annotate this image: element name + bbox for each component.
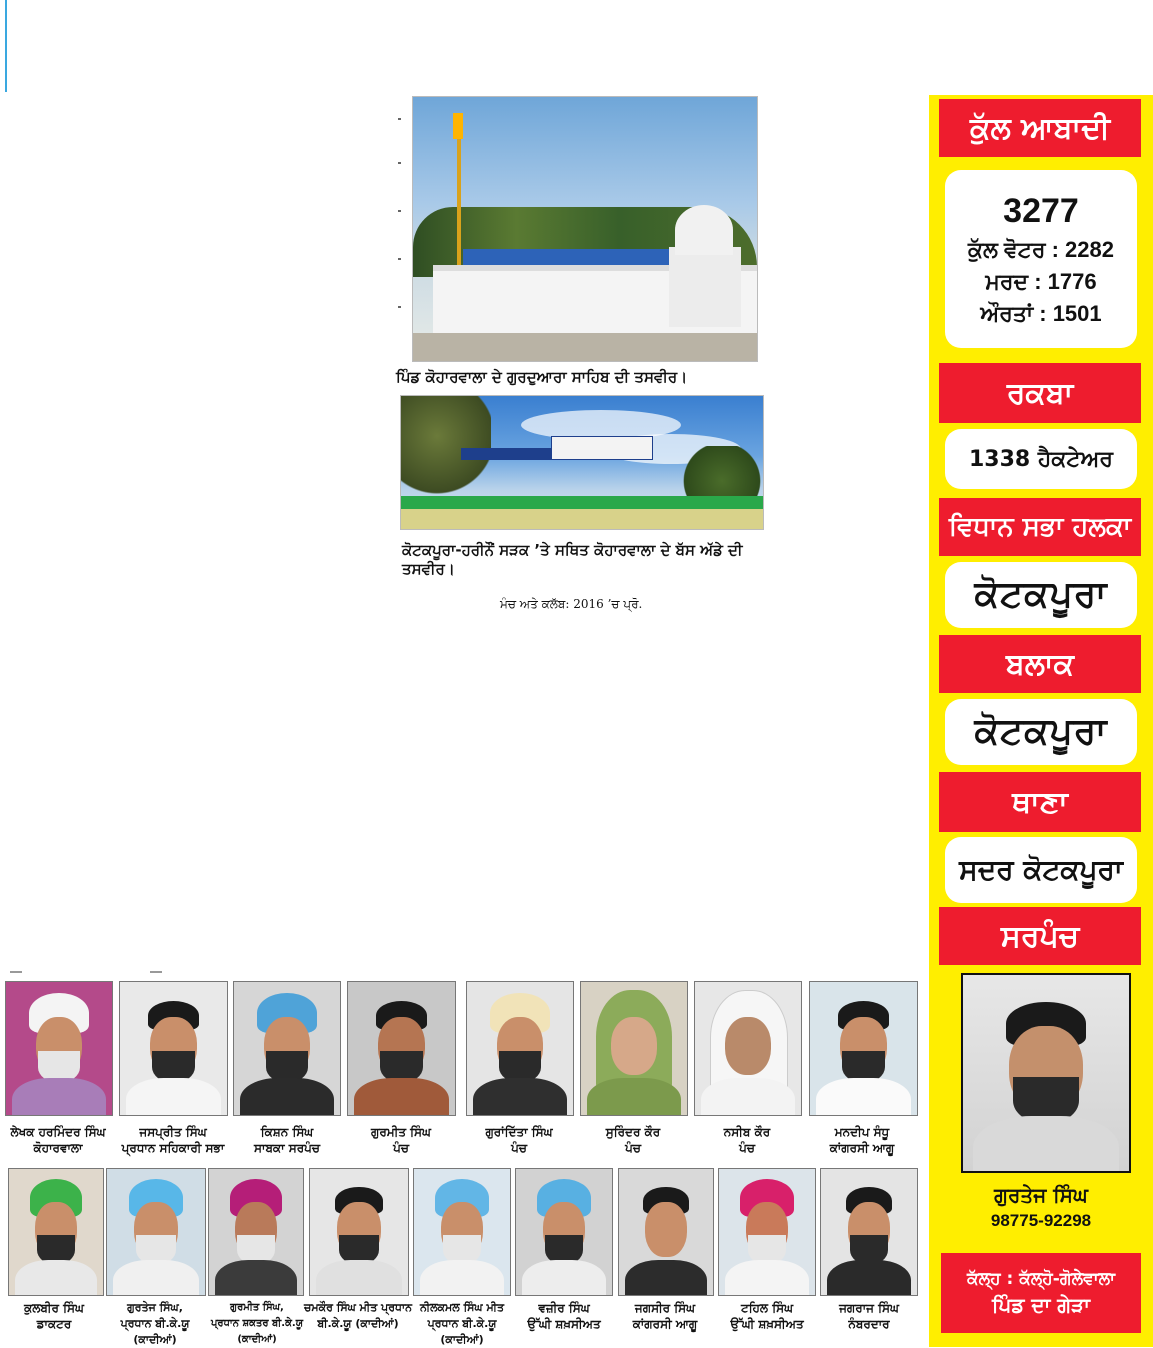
margin-mark bbox=[10, 971, 22, 973]
person-role: ਕਾਂਗਰਸੀ ਆਗੂ bbox=[632, 1317, 698, 1331]
constituency-value: ਕੋਟਕਪੂਰਾ bbox=[974, 574, 1108, 615]
margin-tick bbox=[398, 306, 401, 308]
person-role: ਡਾਕਟਰ bbox=[36, 1317, 72, 1331]
person-role: ਕਾਂਗਰਸੀ ਆਗੂ bbox=[829, 1141, 895, 1155]
series-title: ਪਿੰਡ ਦਾ ਗੇੜਾ bbox=[992, 1293, 1090, 1317]
person-caption bbox=[304, 1300, 412, 1332]
next-village-box bbox=[941, 1253, 1141, 1333]
men-count: ਮਰਦ : 1776 bbox=[985, 268, 1097, 294]
person-caption bbox=[228, 1124, 346, 1156]
person-name: ਗੁਰਮੀਤ ਸਿੰਘ, bbox=[230, 1302, 284, 1313]
article-fragment-text: ਮੰਚ ਅਤੇ ਕਲੱਬ: 2016 ’ਚ ਪ੍ਰੋ. bbox=[500, 597, 643, 611]
person-caption bbox=[112, 1124, 234, 1156]
margin-tick bbox=[398, 162, 401, 164]
person-name: ਕਿਸ਼ਨ ਸਿੰਘ bbox=[260, 1125, 314, 1139]
person-caption bbox=[512, 1300, 616, 1332]
constituency-box bbox=[945, 562, 1137, 628]
portrait-photo bbox=[809, 981, 918, 1116]
person-name: ਗੁਰਾਂਦਿੱਤਾ ਸਿੰਘ bbox=[485, 1125, 553, 1139]
area-heading: ਰਕਬਾ bbox=[939, 363, 1141, 423]
sarpanch-photo bbox=[961, 973, 1131, 1173]
person-caption bbox=[802, 1124, 922, 1156]
person-name: ਜਗਸੀਰ ਸਿੰਘ bbox=[634, 1301, 696, 1315]
person-name: ਜਗਰਾਜ ਸਿੰਘ bbox=[839, 1301, 899, 1315]
portrait-photo bbox=[5, 981, 113, 1116]
person-role: ਪ੍ਰਧਾਨ ਸਹਿਕਾਰੀ ਸਭਾ bbox=[121, 1141, 225, 1155]
person-caption bbox=[816, 1300, 922, 1332]
block-box bbox=[945, 699, 1137, 765]
person-role: ਬੀ.ਕੇ.ਯੂ (ਕਾਦੀਆਂ) bbox=[317, 1317, 399, 1330]
person-name: ਲੇਖਕ ਹਰਮਿੰਦਰ ਸਿੰਘ bbox=[10, 1125, 106, 1139]
person-caption bbox=[100, 1300, 210, 1348]
population-value: 3277 bbox=[1003, 191, 1079, 230]
person-name: ਟਹਿਲ ਸਿੰਘ bbox=[741, 1301, 793, 1315]
person-caption bbox=[612, 1300, 718, 1332]
police-value: ਸਦਰ ਕੋਟਕਪੂਰਾ bbox=[959, 853, 1123, 886]
portrait-photo bbox=[820, 1168, 918, 1296]
person-role: ਸਾਬਕਾ ਸਰਪੰਚ bbox=[254, 1141, 320, 1155]
person-name: ਗੁਰਤੇਜ ਸਿੰਘ, bbox=[127, 1301, 183, 1314]
person-caption bbox=[408, 1300, 516, 1348]
police-heading: ਥਾਣਾ bbox=[939, 772, 1141, 832]
person-caption bbox=[574, 1124, 692, 1156]
portrait-photo bbox=[515, 1168, 613, 1296]
women-count: ਔਰਤਾਂ : 1501 bbox=[980, 300, 1102, 326]
person-name: ਨੀਲਕਮਲ ਸਿੰਘ ਮੀਤ bbox=[419, 1301, 505, 1314]
portrait-photo bbox=[580, 981, 688, 1116]
bus-stand-caption: ਕੋਟਕਪੂਰਾ-ਹਰੀਨੌਂ ਸੜਕ ’ਤੇ ਸਥਿਤ ਕੋਹਾਰਵਾਲਾ ਦੇ ਬੱਸ ਅੱਡੇ ਦੀ ਤਸਵੀਰ। bbox=[402, 541, 743, 578]
portrait-photo bbox=[309, 1168, 409, 1296]
person-name: ਨਸੀਬ ਕੌਰ bbox=[723, 1125, 771, 1139]
margin-tick bbox=[398, 118, 401, 120]
left-margin-rule bbox=[5, 0, 7, 92]
police-box bbox=[945, 837, 1137, 903]
person-name: ਵਜ਼ੀਰ ਸਿੰਘ bbox=[538, 1301, 590, 1315]
person-caption bbox=[2, 1300, 106, 1332]
person-role: ਪੰਚ bbox=[511, 1141, 527, 1155]
gurdwara-caption: ਪਿੰਡ ਕੋਹਾਰਵਾਲਾ ਦੇ ਗੁਰਦੁਆਰਾ ਸਾਹਿਬ ਦੀ ਤਸਵੀਰ। bbox=[396, 368, 688, 386]
margin-mark bbox=[150, 971, 162, 973]
bus-stand-photo bbox=[400, 395, 764, 530]
portrait-photo bbox=[8, 1168, 104, 1296]
area-box bbox=[945, 429, 1137, 489]
next-village-line: ਕੱਲ੍ਹ : ਕੱਲ੍ਹੋ-ਗੋਲੇਵਾਲਾ bbox=[967, 1269, 1115, 1289]
person-role: ਪੰਚ bbox=[625, 1141, 641, 1155]
sarpanch-heading: ਸਰਪੰਚ bbox=[939, 907, 1141, 965]
block-value: ਕੋਟਕਪੂਰਾ bbox=[974, 711, 1108, 752]
portrait-photo bbox=[413, 1168, 511, 1296]
margin-tick bbox=[398, 258, 401, 260]
person-role: ਨੰਬਰਦਾਰ bbox=[848, 1317, 890, 1331]
portrait-photo bbox=[618, 1168, 714, 1296]
person-name: ਸੁਰਿੰਦਰ ਕੌਰ bbox=[605, 1125, 661, 1139]
block-heading: ਬਲਾਕ bbox=[939, 635, 1141, 693]
portrait-photo bbox=[208, 1168, 304, 1296]
person-role: ਪੰਚ bbox=[393, 1141, 409, 1155]
person-role: ਉੱਘੀ ਸ਼ਖ਼ਸੀਅਤ bbox=[527, 1317, 601, 1331]
person-caption bbox=[714, 1300, 820, 1332]
portrait-photo bbox=[466, 981, 574, 1116]
person-name: ਕੁਲਬੀਰ ਸਿੰਘ bbox=[24, 1301, 84, 1315]
portrait-photo bbox=[347, 981, 456, 1116]
person-name: ਚਮਕੌਰ ਸਿੰਘ ਮੀਤ ਪ੍ਰਧਾਨ bbox=[304, 1301, 412, 1314]
person-caption bbox=[0, 1124, 116, 1156]
population-heading: ਕੁੱਲ ਆਬਾਦੀ bbox=[939, 99, 1141, 157]
voters-count: ਕੁੱਲ ਵੋਟਰ : 2282 bbox=[968, 236, 1114, 262]
person-caption bbox=[688, 1124, 806, 1156]
portrait-photo bbox=[718, 1168, 816, 1296]
person-role: ਉੱਘੀ ਸ਼ਖ਼ਸੀਅਤ bbox=[730, 1317, 804, 1331]
area-value: 1338 ਹੈਕਟੇਅਰ bbox=[968, 446, 1114, 472]
portrait-photo bbox=[694, 981, 802, 1116]
person-name: ਮਨਦੀਪ ਸੰਧੂ bbox=[834, 1125, 890, 1139]
village-info-panel bbox=[929, 95, 1153, 1347]
constituency-heading: ਵਿਧਾਨ ਸਭਾ ਹਲਕਾ bbox=[939, 498, 1141, 556]
portrait-photo bbox=[233, 981, 341, 1116]
person-caption bbox=[342, 1124, 460, 1156]
person-caption bbox=[204, 1300, 310, 1348]
portrait-photo bbox=[119, 981, 228, 1116]
gurdwara-photo bbox=[412, 96, 758, 362]
portrait-photo bbox=[106, 1168, 206, 1296]
person-role: ਪ੍ਰਧਾਨ ਸ਼ਕਤਰ ਬੀ.ਕੇ.ਯੂ (ਕਾਦੀਆਂ) bbox=[210, 1318, 304, 1345]
person-role: ਕੋਹਾਰਵਾਲਾ bbox=[33, 1141, 83, 1155]
sarpanch-phone: 98775-92298 bbox=[990, 1211, 1092, 1230]
margin-tick bbox=[398, 210, 401, 212]
person-name: ਜਸਪ੍ਰੀਤ ਸਿੰਘ bbox=[139, 1125, 207, 1139]
person-role: ਪ੍ਰਧਾਨ ਬੀ.ਕੇ.ਯੂ (ਕਾਦੀਆਂ) bbox=[120, 1317, 190, 1346]
person-name: ਗੁਰਮੀਤ ਸਿੰਘ bbox=[371, 1125, 431, 1139]
person-role: ਪ੍ਰਧਾਨ ਬੀ.ਕੇ.ਯੂ (ਕਾਦੀਆਂ) bbox=[427, 1317, 497, 1346]
population-box bbox=[945, 170, 1137, 348]
person-caption bbox=[460, 1124, 578, 1156]
person-role: ਪੰਚ bbox=[739, 1141, 755, 1155]
sarpanch-name: ਗੁਰਤੇਜ ਸਿੰਘ bbox=[994, 1183, 1088, 1207]
